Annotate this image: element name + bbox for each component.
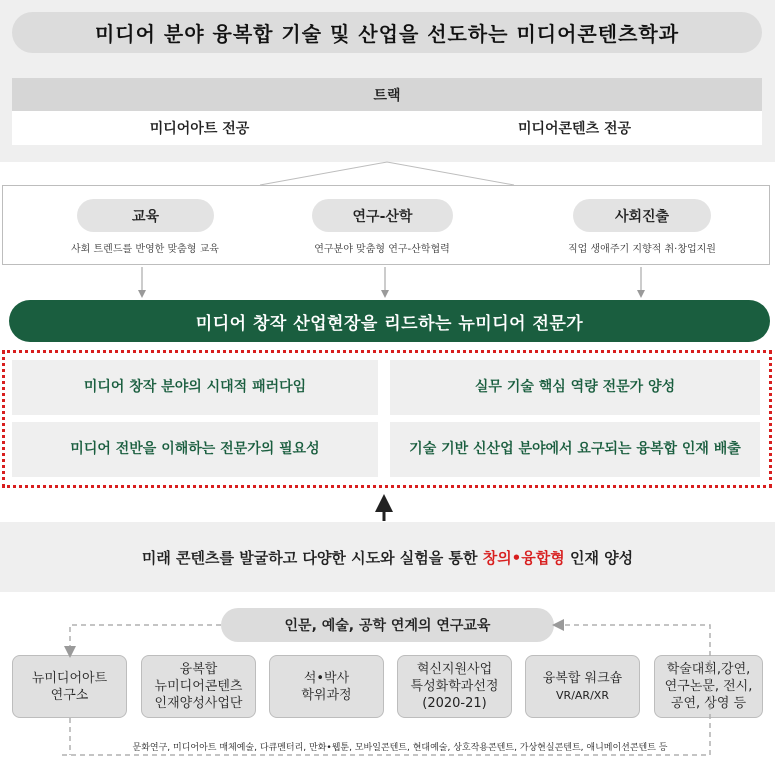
pillar-career: 사회진출 bbox=[573, 199, 711, 232]
track-media-art: 미디어아트 전공 bbox=[149, 121, 250, 137]
dashed-loop-right bbox=[62, 625, 710, 755]
pillar-education-desc: 사회 트렌드를 반영한 맞춤형 교육 bbox=[71, 243, 219, 255]
tent-shape bbox=[260, 162, 514, 185]
pillar-education: 교육 bbox=[77, 199, 214, 232]
dashed-loop-left bbox=[70, 625, 221, 652]
need-convergence: 기술 기반 신산업 분야에서 요구되는 융복합 인재 배출 bbox=[390, 422, 760, 477]
box-line: 학술대회,강연, bbox=[666, 662, 751, 677]
box-line: 연구논문, 전시, bbox=[664, 679, 753, 694]
future-prefix: 미래 콘텐츠를 발굴하고 다양한 시도와 실험을 통한 bbox=[141, 548, 483, 567]
track-media-contents: 미디어콘텐츠 전공 bbox=[517, 121, 632, 137]
box-line: 석•박사 bbox=[303, 670, 350, 686]
need-understanding: 미디어 전반을 이해하는 전문가의 필요성 bbox=[12, 422, 378, 477]
future-suffix: 인재 양성 bbox=[564, 548, 634, 567]
box-line: 뉴미디어콘텐츠 bbox=[154, 679, 243, 694]
box-line: 융복합 bbox=[179, 662, 218, 677]
box-line: 융복합 워크숍 bbox=[542, 670, 623, 686]
box-line: 인재양성사업단 bbox=[154, 696, 243, 711]
box-line: (2020-21) bbox=[422, 696, 487, 711]
pillar-research: 연구-산학 bbox=[312, 199, 453, 232]
box-line: VR/AR/XR bbox=[556, 688, 609, 702]
box-line: 뉴미디어아트 bbox=[31, 670, 108, 686]
box-line: 특성화학과선정 bbox=[410, 679, 499, 694]
goal-bar: 미디어 창작 산업현장을 리드하는 뉴미디어 전문가 bbox=[9, 300, 770, 342]
research-fields: 문화연구, 미디어아트 매체예술, 다큐멘터리, 만화•웹툰, 모바일콘텐트, 현대예술, 상호작용콘텐트, 가상현실콘텐트, 애니메이션콘텐트 등 bbox=[132, 742, 668, 753]
track-header: 트랙 bbox=[12, 78, 762, 111]
box-line: 학위과정 bbox=[301, 687, 352, 703]
pillar-research-desc: 연구분야 맞춤형 연구-산학협력 bbox=[314, 243, 450, 255]
future-highlight: 창의•융합형 bbox=[482, 548, 565, 567]
pillar-career-desc: 직업 생애주기 지향적 취·창업지원 bbox=[568, 243, 716, 255]
need-paradigm: 미디어 창작 분야의 시대적 패러다임 bbox=[12, 360, 378, 415]
page-title: 미디어 분야 융복합 기술 및 산업을 선도하는 미디어콘텐츠학과 bbox=[12, 12, 762, 53]
box-line: 공연, 상영 등 bbox=[670, 696, 747, 711]
box-line: 연구소 bbox=[50, 687, 89, 703]
need-practical-experts: 실무 기술 핵심 역량 전문가 양성 bbox=[390, 360, 760, 415]
research-pill: 인문, 예술, 공학 연계의 연구교육 bbox=[221, 608, 554, 642]
box-line: 혁신지원사업 bbox=[416, 662, 493, 677]
